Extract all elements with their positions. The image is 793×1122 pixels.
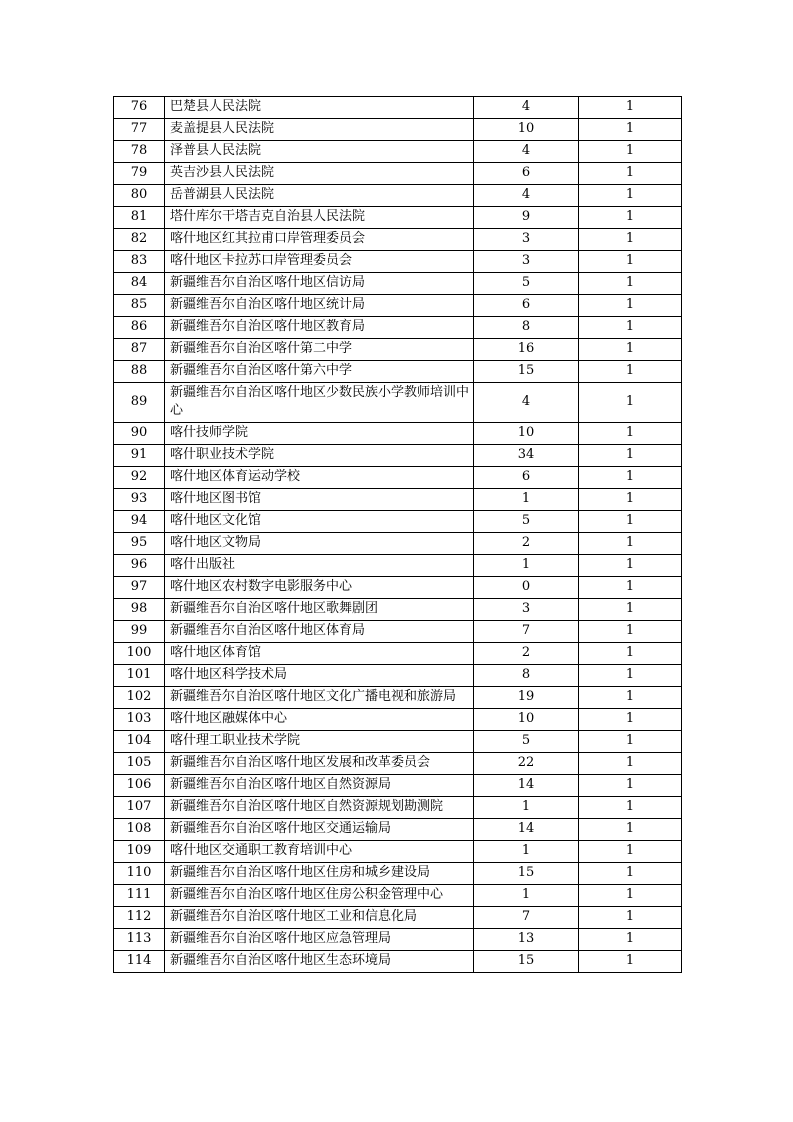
count-cell: 5 [474, 731, 579, 753]
row-number-cell: 85 [114, 295, 165, 317]
unit-name-cell: 岳普湖县人民法院 [165, 185, 474, 207]
count-cell: 1 [474, 555, 579, 577]
quota-cell: 1 [579, 273, 682, 295]
row-number-cell: 84 [114, 273, 165, 295]
table-row [114, 511, 682, 533]
row-number-cell: 110 [114, 863, 165, 885]
unit-name-cell: 麦盖提县人民法院 [165, 119, 474, 141]
count-cell: 14 [474, 775, 579, 797]
unit-name-cell: 新疆维吾尔自治区喀什地区生态环境局 [165, 951, 474, 973]
unit-name-cell: 新疆维吾尔自治区喀什地区住房和城乡建设局 [165, 863, 474, 885]
row-number-cell: 96 [114, 555, 165, 577]
table-row [114, 929, 682, 951]
unit-name-cell: 新疆维吾尔自治区喀什地区少数民族小学教师培训中心 [165, 383, 474, 423]
quota-cell: 1 [579, 577, 682, 599]
count-cell: 2 [474, 533, 579, 555]
count-cell: 5 [474, 273, 579, 295]
count-cell: 1 [474, 885, 579, 907]
quota-cell: 1 [579, 797, 682, 819]
quota-cell: 1 [579, 731, 682, 753]
table-row [114, 339, 682, 361]
quota-cell: 1 [579, 643, 682, 665]
unit-name-cell: 喀什出版社 [165, 555, 474, 577]
unit-name-cell: 喀什技师学院 [165, 423, 474, 445]
count-cell: 1 [474, 841, 579, 863]
table-row [114, 251, 682, 273]
quota-cell: 1 [579, 163, 682, 185]
row-number-cell: 77 [114, 119, 165, 141]
table-row [114, 489, 682, 511]
unit-name-cell: 新疆维吾尔自治区喀什第六中学 [165, 361, 474, 383]
table-row [114, 577, 682, 599]
table-row [114, 141, 682, 163]
quota-cell: 1 [579, 207, 682, 229]
count-cell: 7 [474, 621, 579, 643]
quota-cell: 1 [579, 621, 682, 643]
unit-name-cell: 英吉沙县人民法院 [165, 163, 474, 185]
row-number-cell: 88 [114, 361, 165, 383]
quota-cell: 1 [579, 819, 682, 841]
table-row [114, 841, 682, 863]
quota-cell: 1 [579, 863, 682, 885]
count-cell: 4 [474, 185, 579, 207]
quota-cell: 1 [579, 489, 682, 511]
quota-cell: 1 [579, 665, 682, 687]
unit-name-cell: 喀什地区图书馆 [165, 489, 474, 511]
count-cell: 3 [474, 229, 579, 251]
row-number-cell: 107 [114, 797, 165, 819]
table-row [114, 383, 682, 423]
count-cell: 15 [474, 361, 579, 383]
count-cell: 14 [474, 819, 579, 841]
table-row [114, 273, 682, 295]
table-row [114, 907, 682, 929]
row-number-cell: 104 [114, 731, 165, 753]
quota-cell: 1 [579, 339, 682, 361]
row-number-cell: 82 [114, 229, 165, 251]
unit-name-cell: 巴楚县人民法院 [165, 97, 474, 119]
row-number-cell: 80 [114, 185, 165, 207]
count-cell: 13 [474, 929, 579, 951]
quota-cell: 1 [579, 907, 682, 929]
count-cell: 5 [474, 511, 579, 533]
count-cell: 22 [474, 753, 579, 775]
quota-cell: 1 [579, 383, 682, 423]
quota-cell: 1 [579, 775, 682, 797]
table-row [114, 819, 682, 841]
table-row [114, 709, 682, 731]
count-cell: 3 [474, 599, 579, 621]
quota-cell: 1 [579, 119, 682, 141]
table-row [114, 295, 682, 317]
quota-cell: 1 [579, 511, 682, 533]
count-cell: 0 [474, 577, 579, 599]
quota-cell: 1 [579, 361, 682, 383]
unit-name-cell: 喀什理工职业技术学院 [165, 731, 474, 753]
row-number-cell: 97 [114, 577, 165, 599]
row-number-cell: 86 [114, 317, 165, 339]
row-number-cell: 95 [114, 533, 165, 555]
table-row [114, 361, 682, 383]
quota-cell: 1 [579, 599, 682, 621]
row-number-cell: 92 [114, 467, 165, 489]
row-number-cell: 106 [114, 775, 165, 797]
quota-cell: 1 [579, 929, 682, 951]
table-row [114, 775, 682, 797]
table-row [114, 555, 682, 577]
unit-name-cell: 喀什地区卡拉苏口岸管理委员会 [165, 251, 474, 273]
unit-name-cell: 塔什库尔干塔吉克自治县人民法院 [165, 207, 474, 229]
table-row [114, 731, 682, 753]
table-row [114, 119, 682, 141]
table-row [114, 163, 682, 185]
table-body [114, 97, 682, 973]
unit-name-cell: 喀什地区科学技术局 [165, 665, 474, 687]
row-number-cell: 76 [114, 97, 165, 119]
row-number-cell: 94 [114, 511, 165, 533]
row-number-cell: 113 [114, 929, 165, 951]
count-cell: 6 [474, 163, 579, 185]
unit-name-cell: 新疆维吾尔自治区喀什地区教育局 [165, 317, 474, 339]
row-number-cell: 102 [114, 687, 165, 709]
row-number-cell: 101 [114, 665, 165, 687]
unit-name-cell: 喀什地区农村数字电影服务中心 [165, 577, 474, 599]
unit-name-cell: 喀什地区文化馆 [165, 511, 474, 533]
count-cell: 9 [474, 207, 579, 229]
table-row [114, 533, 682, 555]
unit-name-cell: 新疆维吾尔自治区喀什地区自然资源局 [165, 775, 474, 797]
quota-cell: 1 [579, 295, 682, 317]
unit-name-cell: 新疆维吾尔自治区喀什地区住房公积金管理中心 [165, 885, 474, 907]
unit-name-cell: 喀什地区融媒体中心 [165, 709, 474, 731]
quota-cell: 1 [579, 251, 682, 273]
unit-name-cell: 喀什职业技术学院 [165, 445, 474, 467]
unit-name-cell: 新疆维吾尔自治区喀什地区发展和改革委员会 [165, 753, 474, 775]
row-number-cell: 83 [114, 251, 165, 273]
count-cell: 1 [474, 489, 579, 511]
unit-name-cell: 新疆维吾尔自治区喀什地区歌舞剧团 [165, 599, 474, 621]
unit-name-cell: 喀什地区体育运动学校 [165, 467, 474, 489]
count-cell: 4 [474, 141, 579, 163]
count-cell: 7 [474, 907, 579, 929]
unit-name-cell: 新疆维吾尔自治区喀什地区交通运输局 [165, 819, 474, 841]
count-cell: 10 [474, 423, 579, 445]
table-row [114, 185, 682, 207]
count-cell: 10 [474, 709, 579, 731]
count-cell: 19 [474, 687, 579, 709]
quota-cell: 1 [579, 533, 682, 555]
unit-name-cell: 新疆维吾尔自治区喀什地区自然资源规划勘测院 [165, 797, 474, 819]
quota-cell: 1 [579, 709, 682, 731]
row-number-cell: 100 [114, 643, 165, 665]
unit-name-cell: 新疆维吾尔自治区喀什地区信访局 [165, 273, 474, 295]
count-cell: 34 [474, 445, 579, 467]
row-number-cell: 108 [114, 819, 165, 841]
row-number-cell: 78 [114, 141, 165, 163]
row-number-cell: 79 [114, 163, 165, 185]
count-cell: 10 [474, 119, 579, 141]
count-cell: 4 [474, 383, 579, 423]
count-cell: 1 [474, 797, 579, 819]
table-row [114, 317, 682, 339]
quota-cell: 1 [579, 445, 682, 467]
table-row [114, 863, 682, 885]
count-cell: 6 [474, 295, 579, 317]
quota-cell: 1 [579, 185, 682, 207]
unit-name-cell: 新疆维吾尔自治区喀什地区体育局 [165, 621, 474, 643]
table-row [114, 467, 682, 489]
count-cell: 2 [474, 643, 579, 665]
row-number-cell: 90 [114, 423, 165, 445]
quota-cell: 1 [579, 841, 682, 863]
unit-name-cell: 喀什地区红其拉甫口岸管理委员会 [165, 229, 474, 251]
table-row [114, 599, 682, 621]
count-cell: 8 [474, 317, 579, 339]
quota-cell: 1 [579, 229, 682, 251]
table-row [114, 797, 682, 819]
count-cell: 15 [474, 951, 579, 973]
row-number-cell: 109 [114, 841, 165, 863]
table-row [114, 445, 682, 467]
unit-name-cell: 新疆维吾尔自治区喀什第二中学 [165, 339, 474, 361]
quota-cell: 1 [579, 317, 682, 339]
count-cell: 8 [474, 665, 579, 687]
row-number-cell: 91 [114, 445, 165, 467]
count-cell: 4 [474, 97, 579, 119]
quota-cell: 1 [579, 141, 682, 163]
table-row [114, 97, 682, 119]
table-row [114, 753, 682, 775]
quota-cell: 1 [579, 753, 682, 775]
table-row [114, 951, 682, 973]
table-row [114, 687, 682, 709]
quota-cell: 1 [579, 423, 682, 445]
quota-cell: 1 [579, 97, 682, 119]
row-number-cell: 87 [114, 339, 165, 361]
row-number-cell: 105 [114, 753, 165, 775]
table-row [114, 665, 682, 687]
unit-name-cell: 泽普县人民法院 [165, 141, 474, 163]
unit-name-cell: 新疆维吾尔自治区喀什地区工业和信息化局 [165, 907, 474, 929]
row-number-cell: 112 [114, 907, 165, 929]
unit-name-cell: 喀什地区体育馆 [165, 643, 474, 665]
count-cell: 6 [474, 467, 579, 489]
count-cell: 16 [474, 339, 579, 361]
quota-cell: 1 [579, 467, 682, 489]
unit-name-cell: 喀什地区交通职工教育培训中心 [165, 841, 474, 863]
count-cell: 15 [474, 863, 579, 885]
count-cell: 3 [474, 251, 579, 273]
row-number-cell: 81 [114, 207, 165, 229]
table-row [114, 621, 682, 643]
table-row [114, 885, 682, 907]
row-number-cell: 99 [114, 621, 165, 643]
data-table [113, 96, 682, 973]
table-row [114, 643, 682, 665]
unit-name-cell: 新疆维吾尔自治区喀什地区统计局 [165, 295, 474, 317]
unit-name-cell: 新疆维吾尔自治区喀什地区应急管理局 [165, 929, 474, 951]
row-number-cell: 111 [114, 885, 165, 907]
quota-cell: 1 [579, 951, 682, 973]
row-number-cell: 114 [114, 951, 165, 973]
row-number-cell: 89 [114, 383, 165, 423]
quota-cell: 1 [579, 555, 682, 577]
quota-cell: 1 [579, 885, 682, 907]
unit-name-cell: 新疆维吾尔自治区喀什地区文化广播电视和旅游局 [165, 687, 474, 709]
table-row [114, 207, 682, 229]
table-row [114, 423, 682, 445]
row-number-cell: 93 [114, 489, 165, 511]
unit-name-cell: 喀什地区文物局 [165, 533, 474, 555]
row-number-cell: 98 [114, 599, 165, 621]
table-row [114, 229, 682, 251]
quota-cell: 1 [579, 687, 682, 709]
row-number-cell: 103 [114, 709, 165, 731]
